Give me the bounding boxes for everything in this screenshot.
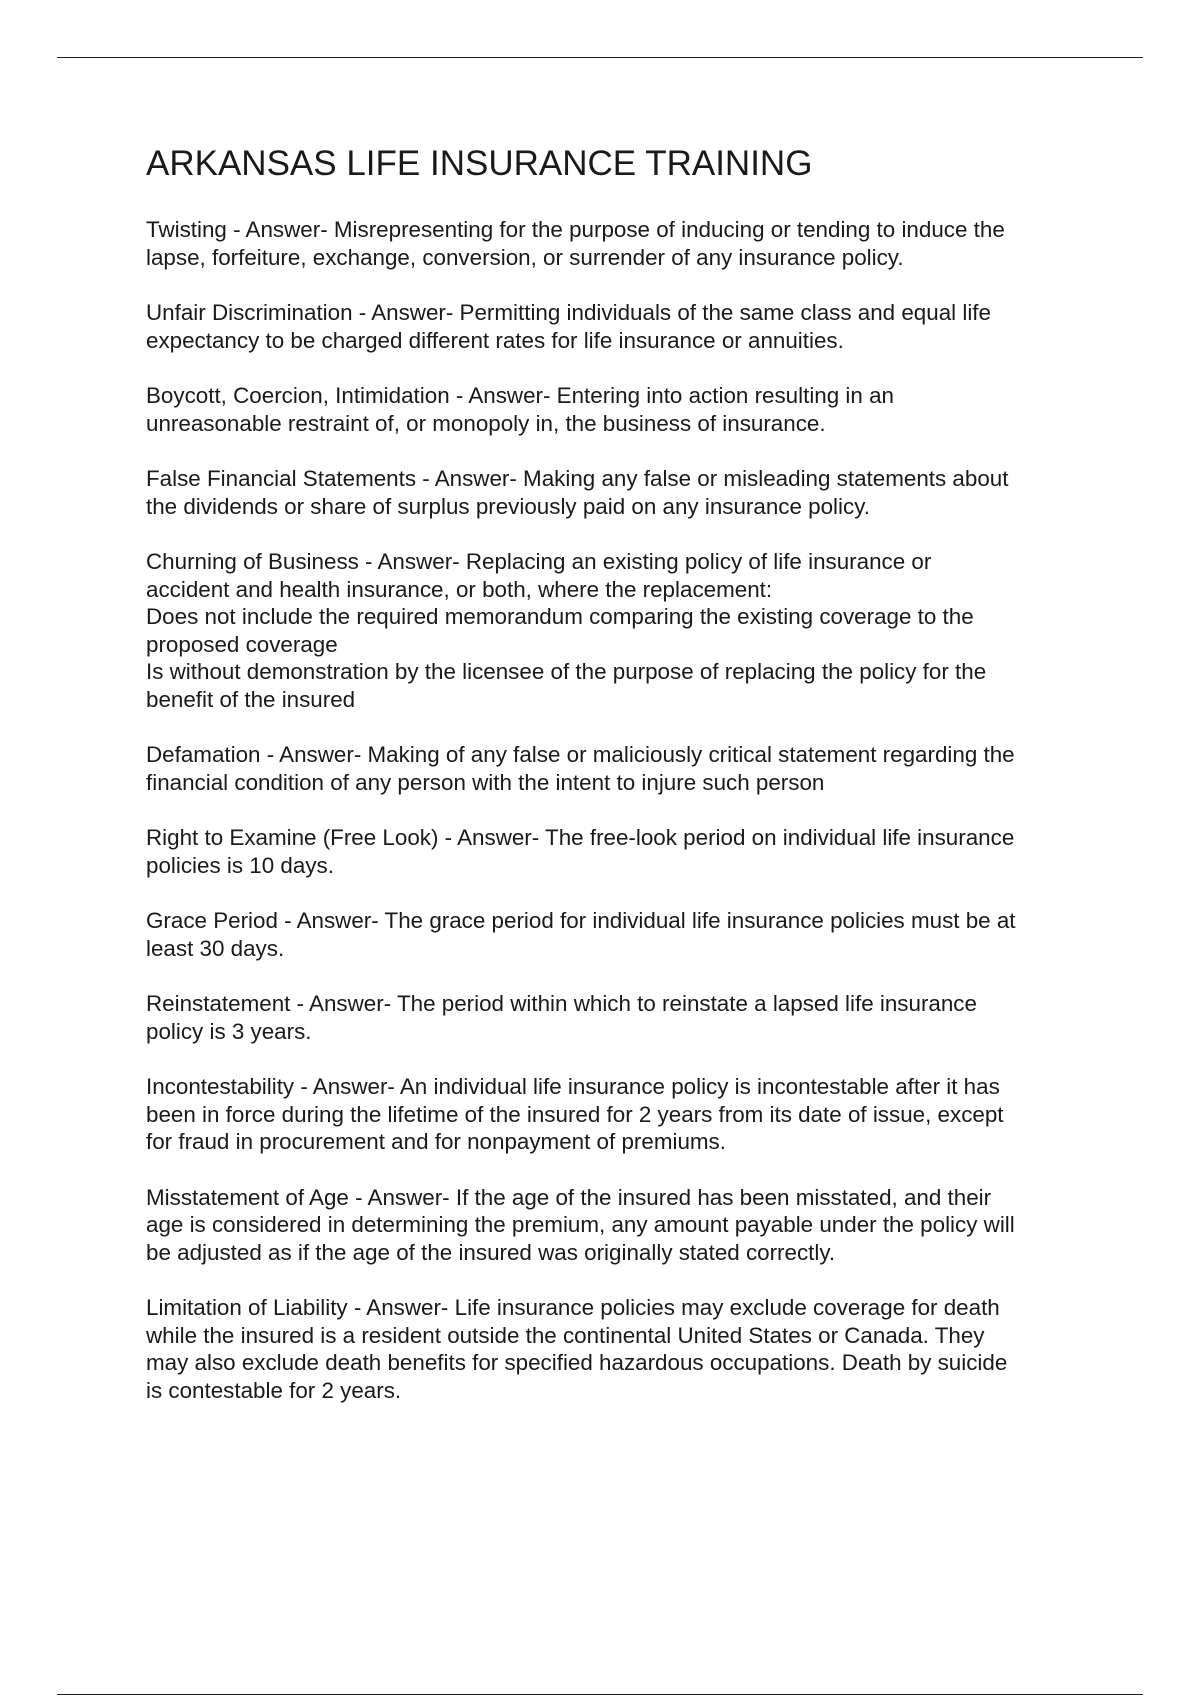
entry-line: Limitation of Liability - Answer- Life insurance policies may exclude coverage for death <box>146 1295 1000 1320</box>
entry-line: accident and health insurance, or both, where the replacement: <box>146 576 773 602</box>
entry-line: Does not include the required memorandum comparing the existing coverage to the <box>146 604 974 629</box>
entry-line: Right to Examine (Free Look) - Answer- The free-look period on individual life insurance <box>146 825 1015 850</box>
footer-rule <box>57 1694 1143 1695</box>
document-title: ARKANSAS LIFE INSURANCE TRAINING <box>146 144 813 183</box>
header-rule <box>57 57 1143 58</box>
flashcard-entry <box>146 216 1096 271</box>
entry-line: lapse, forfeiture, exchange, conversion, or surrender of any insurance policy. <box>146 244 904 270</box>
entry-line: Reinstatement - Answer- The period within which to reinstate a lapsed life insurance <box>146 991 977 1016</box>
flashcard-entry <box>146 990 1096 1045</box>
entry-line: proposed coverage <box>146 631 338 657</box>
entry-line: policy is 3 years. <box>146 1018 312 1044</box>
entry-line: Is without demonstration by the licensee of the purpose of replacing the policy for the <box>146 659 987 684</box>
document-body <box>146 140 1096 1432</box>
entry-line: for fraud in procurement and for nonpayment of premiums. <box>146 1129 726 1154</box>
entry-line: Boycott, Coercion, Intimidation - Answer- Entering into action resulting in an <box>146 383 894 408</box>
entry-line: may also exclude death benefits for specified hazardous occupations. Death by suicide <box>146 1350 1008 1375</box>
entry-line: policies is 10 days. <box>146 852 334 878</box>
flashcard-entry <box>146 548 1096 713</box>
flashcard-entry <box>146 1073 1096 1156</box>
entry-list <box>146 216 1096 1404</box>
entry-line: the dividends or share of surplus previously paid on any insurance policy. <box>146 493 870 519</box>
entry-line: age is considered in determining the premium, any amount payable under the policy will <box>146 1212 1015 1237</box>
entry-line: Defamation - Answer- Making of any false or maliciously critical statement regarding the <box>146 742 1015 767</box>
entry-line: while the insured is a resident outside the continental United States or Canada. They <box>146 1322 985 1348</box>
flashcard-entry <box>146 299 1096 354</box>
flashcard-entry <box>146 741 1096 796</box>
flashcard-entry <box>146 465 1096 520</box>
flashcard-entry <box>146 1184 1096 1267</box>
entry-line: Churning of Business - Answer- Replacing an existing policy of life insurance or <box>146 549 932 574</box>
entry-line: Unfair Discrimination - Answer- Permitting individuals of the same class and equal life <box>146 300 991 325</box>
entry-line: expectancy to be charged different rates for life insurance or annuities. <box>146 327 844 353</box>
entry-line: financial condition of any person with the intent to injure such person <box>146 769 825 795</box>
flashcard-entry <box>146 382 1096 437</box>
flashcard-entry <box>146 907 1096 962</box>
entry-line: been in force during the lifetime of the insured for 2 years from its date of issue, except <box>146 1101 1004 1127</box>
entry-line: is contestable for 2 years. <box>146 1377 402 1403</box>
entry-line: benefit of the insured <box>146 686 356 712</box>
entry-line: unreasonable restraint of, or monopoly in, the business of insurance. <box>146 410 826 436</box>
entry-line: False Financial Statements - Answer- Making any false or misleading statements about <box>146 466 1009 491</box>
entry-line: be adjusted as if the age of the insured was originally stated correctly. <box>146 1239 836 1265</box>
entry-line: Twisting - Answer- Misrepresenting for the purpose of inducing or tending to induce the <box>146 217 1005 242</box>
entry-line: least 30 days. <box>146 935 285 961</box>
entry-line: Incontestability - Answer- An individual life insurance policy is incontestable after it has <box>146 1074 1000 1099</box>
flashcard-entry <box>146 824 1096 879</box>
entry-line: Grace Period - Answer- The grace period for individual life insurance policies must be at <box>146 908 1016 933</box>
flashcard-entry <box>146 1294 1096 1404</box>
entry-line: Misstatement of Age - Answer- If the age of the insured has been misstated, and their <box>146 1184 992 1210</box>
